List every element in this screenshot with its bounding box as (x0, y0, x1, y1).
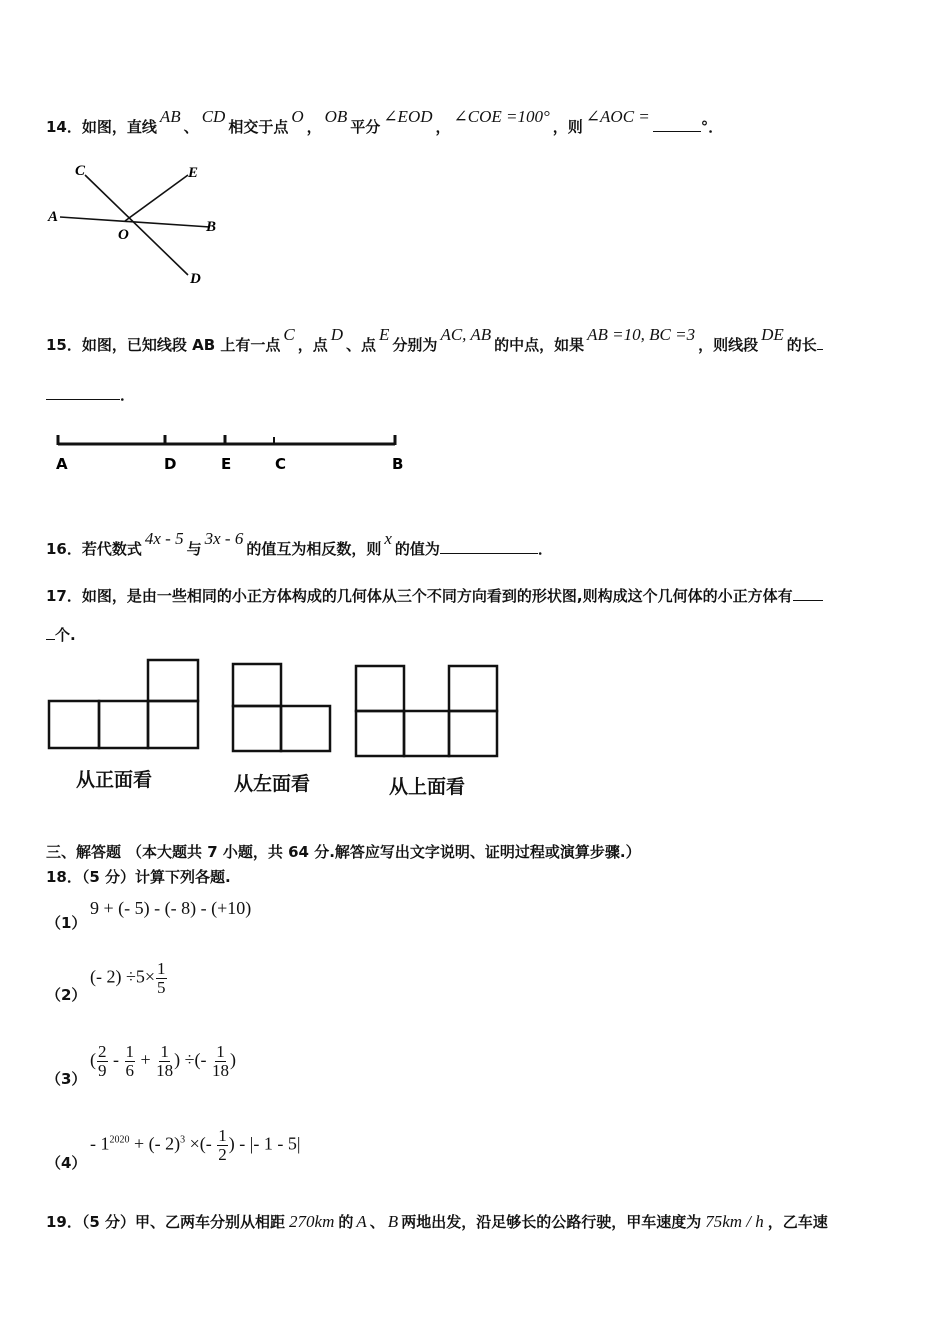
fig14-label-c: C (75, 163, 86, 179)
fraction: $\frac{1}{2}$ (218, 1126, 227, 1164)
q18-part2-label: （2） (46, 986, 87, 1004)
fig15-label-a: A (56, 455, 68, 473)
answer-blank-15[interactable] (46, 385, 120, 400)
q18-part4-label: （4） (46, 1154, 87, 1172)
fig14-label-a: A (48, 209, 59, 225)
fig14-label-e: E (188, 165, 199, 181)
q15-text: 15．如图，已知线段 AB 上有一点C，点D、点E分别为AC, AB的中点，如果AB =10, BC =3，则线段DE的长 (46, 334, 823, 355)
q18-part1-expression: 9 + (- 5) - (- 8) - (+10) (90, 898, 252, 918)
fraction: $\frac{1}{5}$ (157, 959, 166, 997)
q18-part4-expression: - $1^{2020}$ + (- 2)$^3$ ×(- $\frac{1}{2}$ ) - |- 1 - 5| (90, 1126, 301, 1164)
q15-figure (50, 430, 420, 478)
fig15-label-e: E (221, 455, 232, 473)
fig14-label-o: O (118, 227, 129, 243)
view-caption-top: 从上面看 (389, 776, 466, 798)
q17-line2: 个. (46, 624, 76, 645)
answer-blank-16[interactable] (440, 539, 538, 554)
q14-text: 14．如图，直线AB、CD相交于点O，OB平分∠EOD，∠COE =100°，则∠AOC =°． (46, 107, 724, 136)
q16-text: 16．若代数式4x - 5与3x - 6的值互为相反数，则x的值为 ． (46, 529, 553, 558)
fig15-label-c: C (275, 455, 287, 473)
view-caption-front: 从正面看 (76, 769, 153, 791)
fraction: $\frac{1}{18}$ (212, 1042, 230, 1080)
q14-figure (40, 155, 240, 290)
q18-part3-expression: ( $\frac{2}{9}$ - $\frac{1}{6}$ + $\frac{1}{18}$ ) ÷(- $\frac{1}{18}$ ) (90, 1042, 237, 1080)
q19-text: 19．（5 分）甲、乙两车分别从相距 270km 的 A 、 B 两地出发，沿足够长的公路行驶，甲车速度为 75km / h ，乙车速 (46, 1212, 828, 1231)
q18-part3-label: （3） (46, 1070, 87, 1088)
fig15-label-b: B (392, 455, 404, 473)
q17-views-figure (44, 656, 514, 766)
answer-blank-17[interactable] (793, 586, 823, 601)
fraction: $\frac{1}{18}$ (156, 1042, 174, 1080)
q18-title: 18．（5 分）计算下列各题. (46, 868, 231, 886)
answer-blank-14[interactable] (653, 117, 701, 132)
q18-part1-label: （1） (46, 914, 87, 932)
view-caption-left: 从左面看 (234, 773, 311, 795)
fig14-label-b: B (206, 219, 217, 235)
fig14-label-d: D (190, 271, 201, 287)
q18-part2-expression: (- 2) ÷5× $\frac{1}{5}$ (90, 959, 166, 997)
q15-line2: ． (46, 384, 135, 405)
q17-text: 17．如图，是由一些相同的小正方体构成的几何体从三个不同方向看到的形状图,则构成这个几何体的小正方体有 (46, 585, 823, 606)
fig15-label-d: D (164, 455, 177, 473)
fraction: $\frac{2}{9}$ (98, 1042, 107, 1080)
fraction: $\frac{1}{6}$ (125, 1042, 134, 1080)
section-3-heading: 三、解答题 （本大题共 7 小题，共 64 分.解答应写出文字说明、证明过程或演算步骤.） (46, 843, 641, 861)
